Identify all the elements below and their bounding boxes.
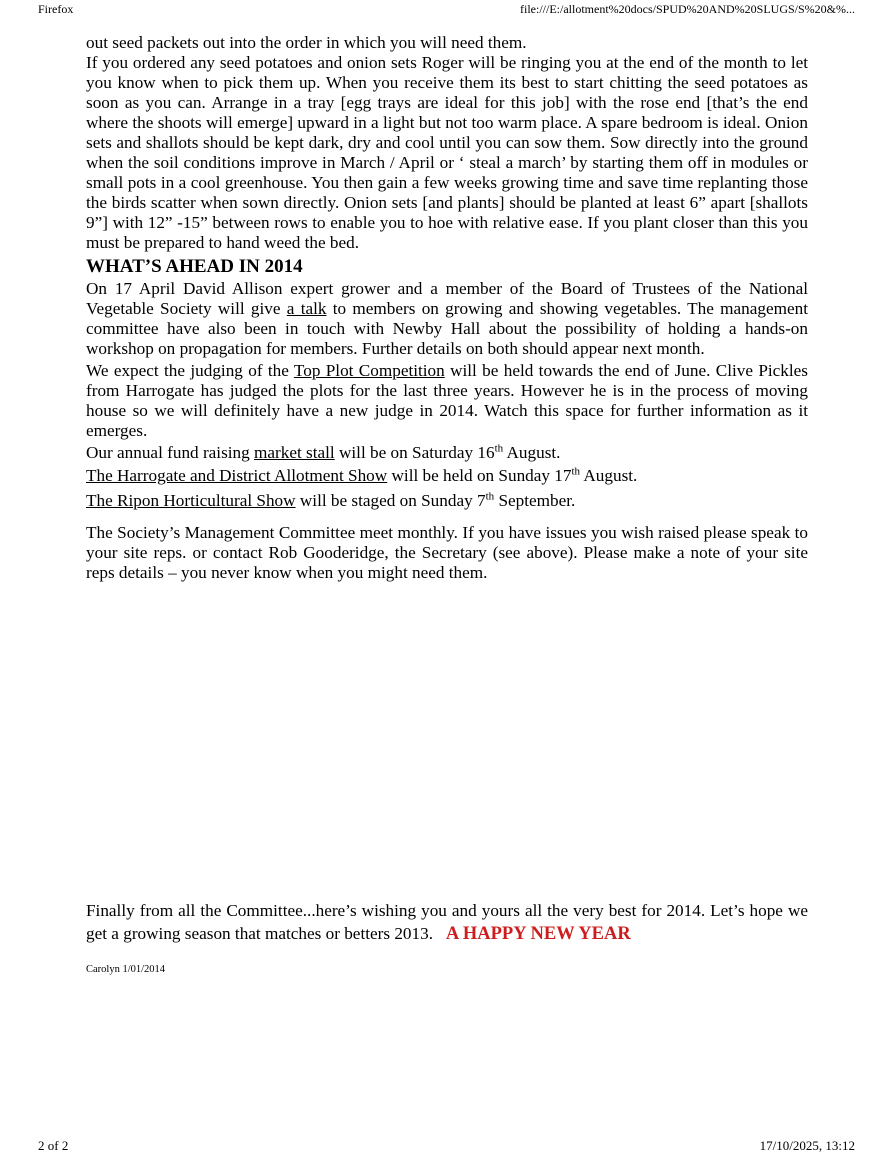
talk-text-post: to members on growing and showing vegetables. The management committee have also been in touch with Newby Hall about the possibility of holding a hands-on workshop on propagation for members. Further details on both should appear next month. (86, 299, 808, 358)
paragraph-management-committee: The Society’s Management Committee meet monthly. If you have issues you wish raised please speak to your site reps. or contact Rob Gooderidge, the Secretary (see above). Please make a note of your site reps details – you never know when you might need them. (86, 523, 808, 582)
underlined-market-stall: market stall (254, 443, 335, 462)
paragraph-ripon-show (86, 491, 808, 511)
print-timestamp: 17/10/2025, 13:12 (759, 1138, 855, 1153)
page-number: 2 of 2 (38, 1138, 69, 1153)
market-text-mid: will be on Saturday 16 (334, 443, 495, 462)
judging-text-post: will be held towards the end of June. Clive Pickles from Harrogate has judged the plots for the last three years. However he is in the process of moving house so we will definitely have a new judge in 2014. Watch this space for further information as it emerges. (86, 361, 808, 440)
happy-new-year-text: A HAPPY NEW YEAR (445, 924, 631, 944)
harrogate-text-post: August. (580, 466, 638, 485)
underlined-top-plot-competition: Top Plot Competition (293, 361, 445, 380)
signature-line: Carolyn 1/01/2014 (86, 964, 166, 975)
ripon-text-post: September. (494, 491, 576, 510)
ordinal-superscript: th (571, 465, 581, 478)
market-text-post: August. (503, 443, 561, 462)
paragraph-seed-potatoes: If you ordered any seed potatoes and onion sets Roger will be ringing you at the end of the month to let you know when to pick them up. When you receive them its best to start chitting the seed potatoes as soon as you can. Arrange in a tray [egg trays are ideal for this job] with the rose end [that’s the end where the shoots will emerge] upward in a light but not too warm place. A spare bedroom is ideal. Onion sets and shallots should be kept dark, dry and cool until you can sow them. Sow directly into the ground when the soil conditions improve in March / April or ‘ steal a march’ by starting them off in modules or small pots in a cool greenhouse. You then gain a few weeks growing time and save time replanting those the birds scatter when sown directly. Onion sets [and plants] should be planted at least 6” apart [shallots 9”] with 12” -15” between rows to enable you to hoe with relative ease. If you plant closer than this you must be prepared to hand weed the bed. (86, 53, 808, 252)
intro-line: out seed packets out into the order in which you will need them. (86, 33, 527, 52)
underlined-ripon-show: The Ripon Horticultural Show (86, 491, 296, 510)
underlined-a-talk: a talk (286, 299, 327, 318)
underlined-harrogate-show: The Harrogate and District Allotment Show (86, 466, 388, 485)
judging-text-pre: We expect the judging of the (86, 361, 294, 380)
paragraph-top-plot-judging (86, 361, 808, 441)
document-url: file:///E:/allotment%20docs/SPUD%20AND%20SLUGS/S%20&%... (520, 2, 855, 16)
ripon-text-mid: will be staged on Sunday 7 (295, 491, 486, 510)
heading-whats-ahead-2014: WHAT’S AHEAD IN 2014 (86, 256, 303, 277)
ordinal-superscript: th (494, 442, 504, 455)
paragraph-finale (86, 899, 808, 946)
browser-app-name: Firefox (38, 2, 74, 16)
harrogate-text-mid: will be held on Sunday 17 (387, 466, 572, 485)
finale-text: Finally from all the Committee...here’s wishing you and yours all the very best for 2014. Let’s hope we get a growing season that matches or betters 2013. (86, 901, 808, 943)
print-header (38, 2, 855, 16)
print-footer (38, 1138, 855, 1153)
ordinal-superscript: th (485, 490, 495, 503)
market-text-pre: Our annual fund raising (86, 443, 255, 462)
talk-text-pre: On 17 April David Allison expert grower and a member of the Board of Trustees of the National Vegetable Society will give (86, 279, 808, 318)
paragraph-harrogate-show (86, 466, 808, 486)
paragraph-market-stall (86, 443, 808, 463)
paragraph-david-allison-talk (86, 279, 808, 359)
document-body (86, 33, 808, 976)
